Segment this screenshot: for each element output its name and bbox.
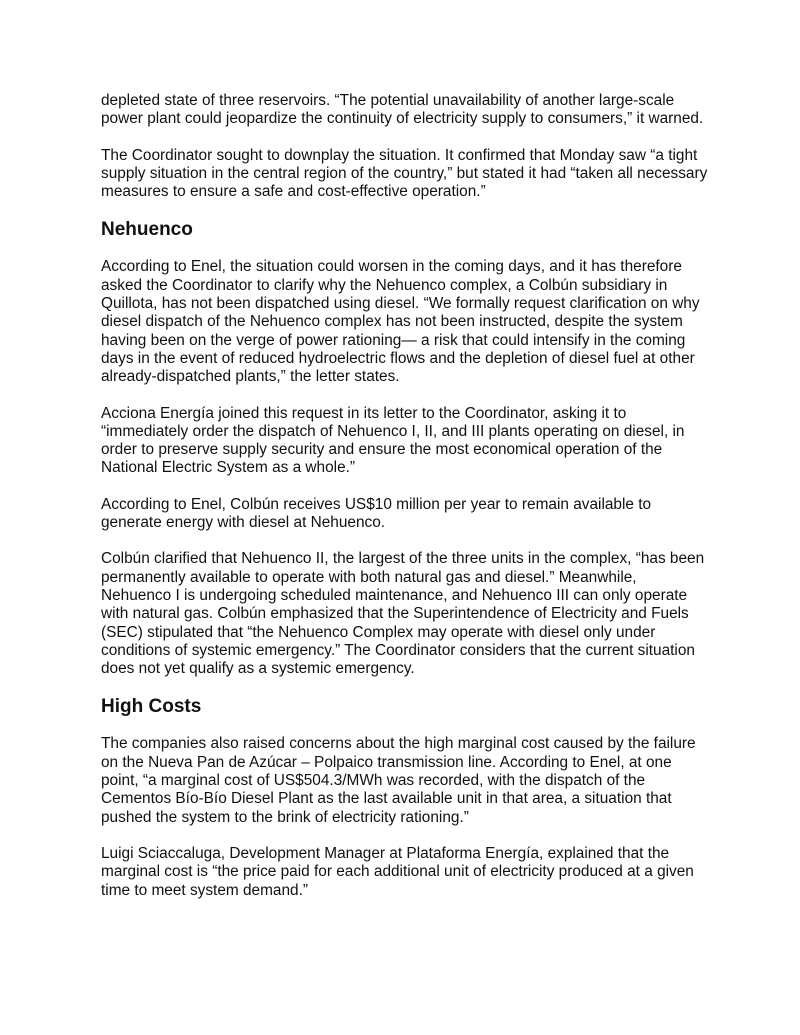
section-heading-nehuenco: Nehuenco xyxy=(101,219,193,241)
intro-paragraph: The Coordinator sought to downplay the situation. It confirmed that Monday saw “a tight supply situation in the central region of the country,” but stated it had “taken all necessary measures to ensure a safe and cost-effective operation.” xyxy=(101,146,708,201)
high-costs-paragraph: Luigi Sciaccaluga, Development Manager at Plataforma Energía, explained that the marginal cost is “the price paid for each additional unit of electricity produced at a given time to meet system demand.” xyxy=(101,844,694,899)
high-costs-paragraph: The companies also raised concerns about the high marginal cost caused by the failure on the Nueva Pan de Azúcar – Polpaico transmission line. According to Enel, at one point, “a marginal cost of US$504.3/MWh was recorded, with the dispatch of the Cementos Bío-Bío Diesel Plant as the last available unit in that area, a situation that pushed the system to the brink of electricity rationing.” xyxy=(101,735,696,826)
nehuenco-paragraph: According to Enel, Colbún receives US$10 million per year to remain available to generate energy with diesel at Nehuenco. xyxy=(101,495,652,532)
section-heading-high-costs: High Costs xyxy=(101,696,202,718)
nehuenco-paragraph: According to Enel, the situation could worsen in the coming days, and it has therefore asked the Coordinator to clarify why the Nehuenco complex, a Colbún subsidiary in Quillota, has not been dispatched using diesel. “We formally request clarification on why diesel dispatch of the Nehuenco complex has not been instructed, despite the system having been on the verge of power rationing— a risk that could intensify in the coming days in the event of reduced hydroelectric flows and the depletion of diesel fuel at other already-dispatched plants,” the letter states. xyxy=(101,258,700,386)
nehuenco-paragraph: Acciona Energía joined this request in its letter to the Coordinator, asking it to “immediately order the dispatch of Nehuenco I, II, and III plants operating on diesel, in order to preserve supply security and ensure the most economical operation of the National Electric System as a whole.” xyxy=(101,404,685,477)
document-page xyxy=(101,92,711,918)
nehuenco-paragraph: Colbún clarified that Nehuenco II, the largest of the three units in the complex, “has been permanently available to operate with both natural gas and diesel.” Meanwhile, Nehuenco I is undergoing scheduled maintenance, and Nehuenco III can only operate with natural gas. Colbún emphasized that the Superintendence of Electricity and Fuels (SEC) stipulated that “the Nehuenco Complex may operate with diesel only under conditions of systemic emergency.” The Coordinator considers that the current situation does not yet qualify as a systemic emergency. xyxy=(101,550,705,678)
intro-paragraph: depleted state of three reservoirs. “The potential unavailability of another large-scale power plant could jeopardize the continuity of electricity supply to consumers,” it warned. xyxy=(101,92,704,128)
